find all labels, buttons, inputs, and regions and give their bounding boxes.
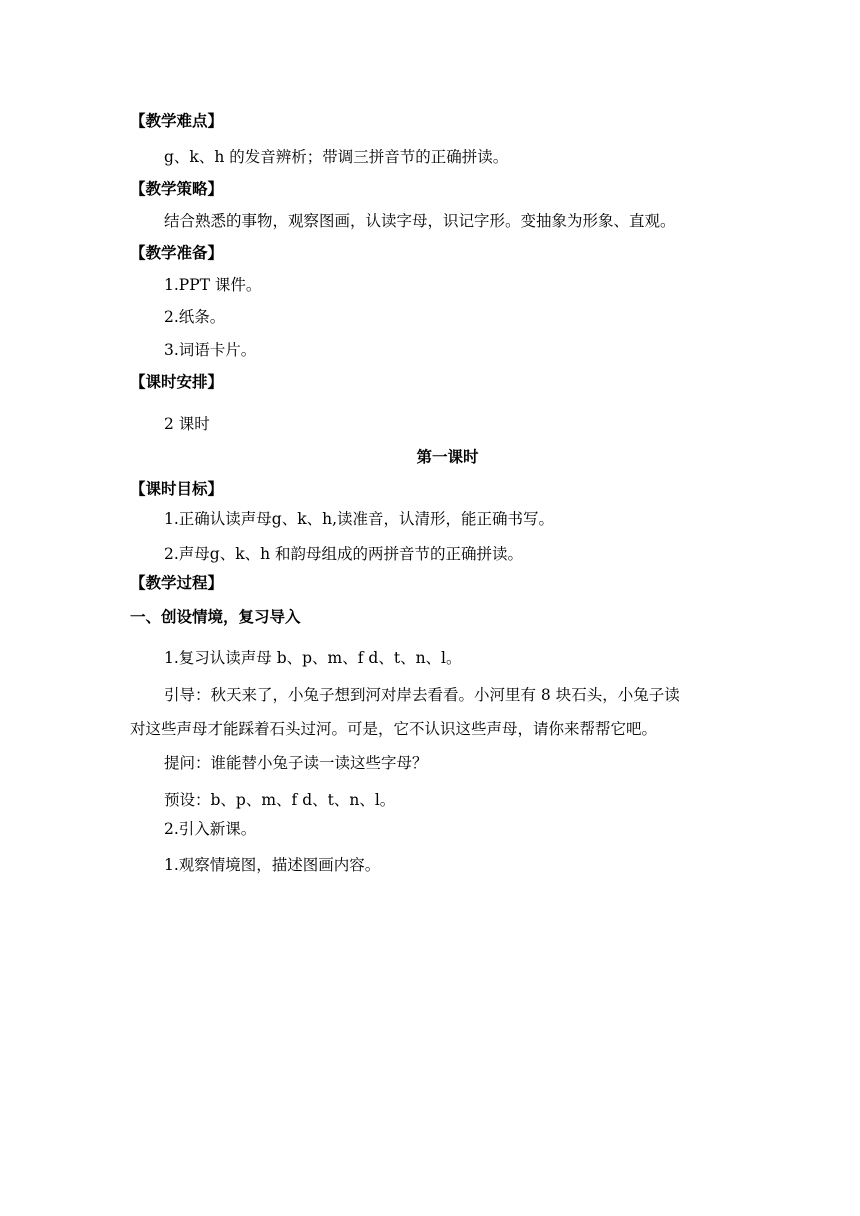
part1-line: 对这些声母才能踩着石头过河。可是，它不认识这些声母，请你来帮帮它吧。 bbox=[130, 720, 658, 738]
goal-item: 2.声母g、k、h 和韵母组成的两拼音节的正确拼读。 bbox=[164, 545, 524, 563]
part1-line: 引导：秋天来了，小兔子想到河对岸去看看。小河里有 8 块石头，小兔子读 bbox=[164, 686, 680, 704]
difficulty-heading: 【教学难点】 bbox=[130, 112, 224, 130]
prep-item: 2.纸条。 bbox=[164, 308, 226, 326]
part1-line: 2.引入新课。 bbox=[164, 820, 257, 838]
prep-item: 3.词语卡片。 bbox=[164, 341, 257, 359]
lesson-title: 第一课时 bbox=[416, 448, 479, 466]
schedule-heading: 【课时安排】 bbox=[130, 373, 224, 391]
part1-line: 提问：谁能替小兔子读一读这些字母？ bbox=[164, 754, 428, 772]
schedule-text: 2 课时 bbox=[164, 415, 210, 433]
strategy-text: 结合熟悉的事物，观察图画，认读字母，识记字形。变抽象为形象、直观。 bbox=[164, 212, 676, 230]
process-heading: 【教学过程】 bbox=[130, 574, 224, 592]
goal-item: 1.正确认读声母g、k、h,读准音，认清形，能正确书写。 bbox=[164, 510, 555, 528]
part1-line: 1.复习认读声母 b、p、m、f d、t、n、l。 bbox=[164, 649, 462, 667]
strategy-heading: 【教学策略】 bbox=[130, 180, 224, 198]
part1-line: 预设：b、p、m、f d、t、n、l。 bbox=[164, 791, 396, 809]
goals-heading: 【课时目标】 bbox=[130, 480, 224, 498]
difficulty-text: g、k、h 的发音辨析；带调三拼音节的正确拼读。 bbox=[164, 148, 509, 166]
part1-heading: 一、创设情境，复习导入 bbox=[130, 608, 301, 626]
part1-line: 1.观察情境图，描述图画内容。 bbox=[164, 856, 381, 874]
prep-heading: 【教学准备】 bbox=[130, 244, 224, 262]
prep-item: 1.PPT 课件。 bbox=[164, 276, 262, 294]
